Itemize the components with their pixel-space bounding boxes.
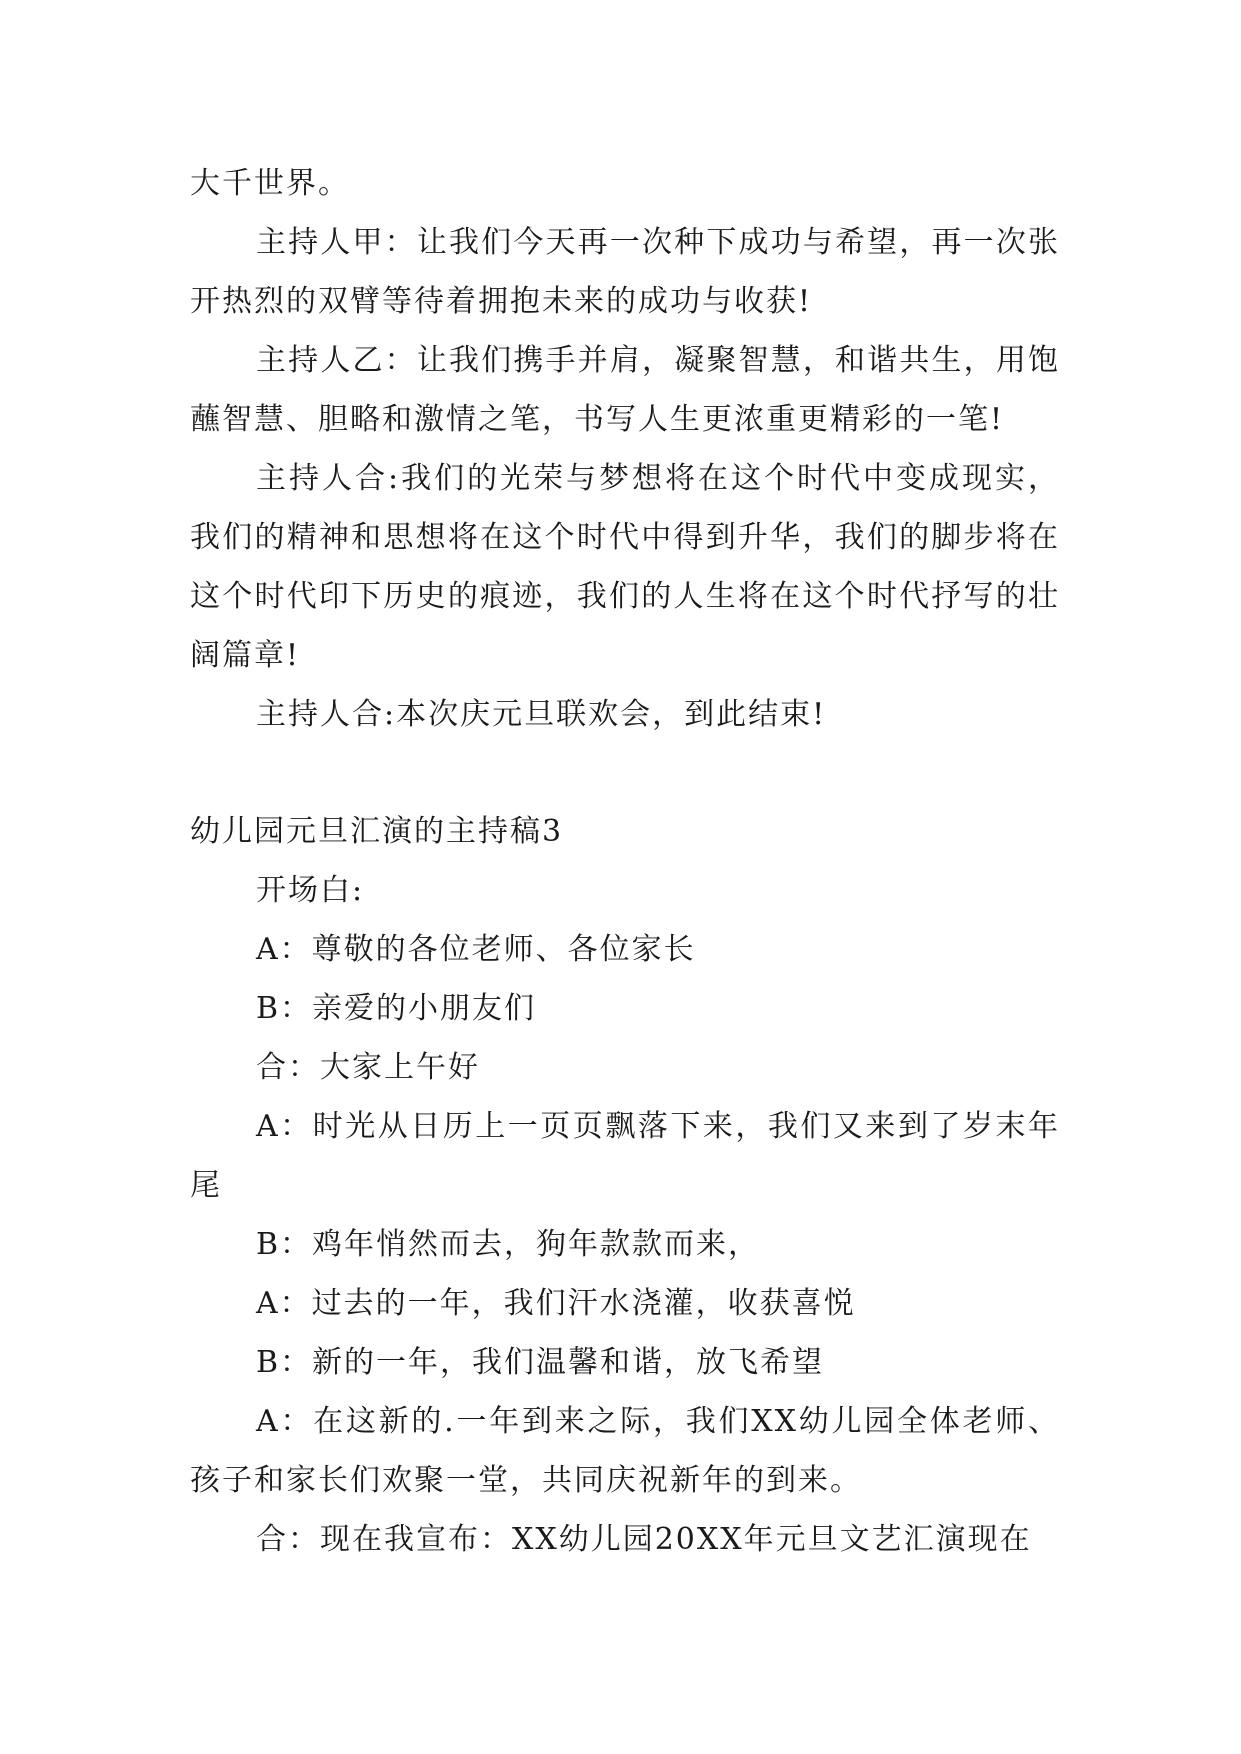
paragraph: 主持人合:我们的光荣与梦想将在这个时代中变成现实，我们的精神和思想将在这个时代中得到升华，我们的脚步将在这个时代印下历史的痕迹，我们的人生将在这个时代抒写的壮阔篇章! xyxy=(190,461,1060,673)
paragraph: 合：现在我宣布：XX幼儿园20XX年元旦文艺汇演现在 xyxy=(256,1522,1032,1557)
paragraph: 开场白: xyxy=(256,873,365,908)
document-body xyxy=(190,154,1060,1569)
paragraph: 主持人甲：让我们今天再一次种下成功与希望，再一次张开热烈的双臂等待着拥抱未来的成功与收获! xyxy=(190,225,1060,319)
paragraph: A：过去的一年，我们汗水浇灌，收获喜悦 xyxy=(256,1286,856,1321)
paragraph: A：尊敬的各位老师、各位家长 xyxy=(256,932,696,967)
paragraph: A：时光从日历上一页页飘落下来，我们又来到了岁末年尾 xyxy=(190,1109,1060,1203)
paragraph: B：鸡年悄然而去，狗年款款而来， xyxy=(256,1227,761,1262)
paragraph: B：亲爱的小朋友们 xyxy=(256,991,537,1026)
paragraph: 合：大家上午好 xyxy=(256,1050,480,1085)
paragraph: 主持人乙：让我们携手并肩，凝聚智慧，和谐共生，用饱蘸智慧、胆略和激情之笔，书写人生更浓重更精彩的一笔! xyxy=(190,343,1060,437)
paragraph: A：在这新的.一年到来之际，我们XX幼儿园全体老师、孩子和家长们欢聚一堂，共同庆祝新年的到来。 xyxy=(190,1404,1060,1498)
paragraph: 大千世界。 xyxy=(190,166,350,201)
paragraph: 主持人合:本次庆元旦联欢会，到此结束! xyxy=(256,697,827,732)
paragraph: B：新的一年，我们温馨和谐，放飞希望 xyxy=(256,1345,825,1380)
section-title: 幼儿园元旦汇演的主持稿3 xyxy=(190,814,564,849)
